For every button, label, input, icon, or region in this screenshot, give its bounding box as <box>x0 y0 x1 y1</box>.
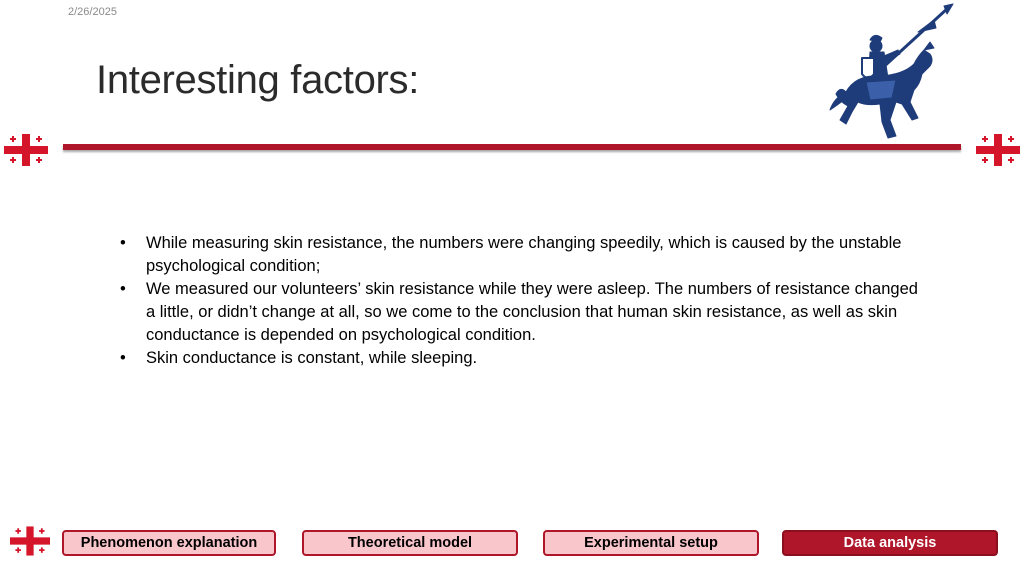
nav-phenomenon-explanation-button[interactable]: Phenomenon explanation <box>62 530 276 556</box>
bullet-list <box>118 232 918 370</box>
bullet-icon: • <box>120 280 126 298</box>
georgian-flag-icon <box>4 134 48 166</box>
bullet-text: Skin conductance is constant, while sleeping. <box>146 349 478 367</box>
list-item <box>118 232 918 278</box>
georgian-flag-icon <box>976 134 1020 166</box>
bullet-icon: • <box>120 349 126 367</box>
bullet-text: While measuring skin resistance, the numbers were changing speedily, which is caused by the unstable psychological condition; <box>146 234 902 275</box>
knight-on-horse-icon <box>826 2 956 142</box>
nav-theoretical-model-button[interactable]: Theoretical model <box>302 530 518 556</box>
bullet-text: We measured our volunteers’ skin resistance while they were asleep. The numbers of resistance changed a little, or didn’t change at all, so we come to the conclusion that human skin resistance, as well as skin conductance is depended on psychological condition. <box>146 280 918 344</box>
nav-data-analysis-button[interactable]: Data analysis <box>782 530 998 556</box>
list-item <box>118 278 918 347</box>
nav-experimental-setup-button[interactable]: Experimental setup <box>543 530 759 556</box>
bullet-icon: • <box>120 234 126 252</box>
list-item <box>118 347 918 370</box>
slide-title: Interesting factors: <box>96 58 420 102</box>
georgian-flag-icon <box>10 526 50 556</box>
slide-date: 2/26/2025 <box>68 6 117 18</box>
header-divider <box>63 144 961 150</box>
